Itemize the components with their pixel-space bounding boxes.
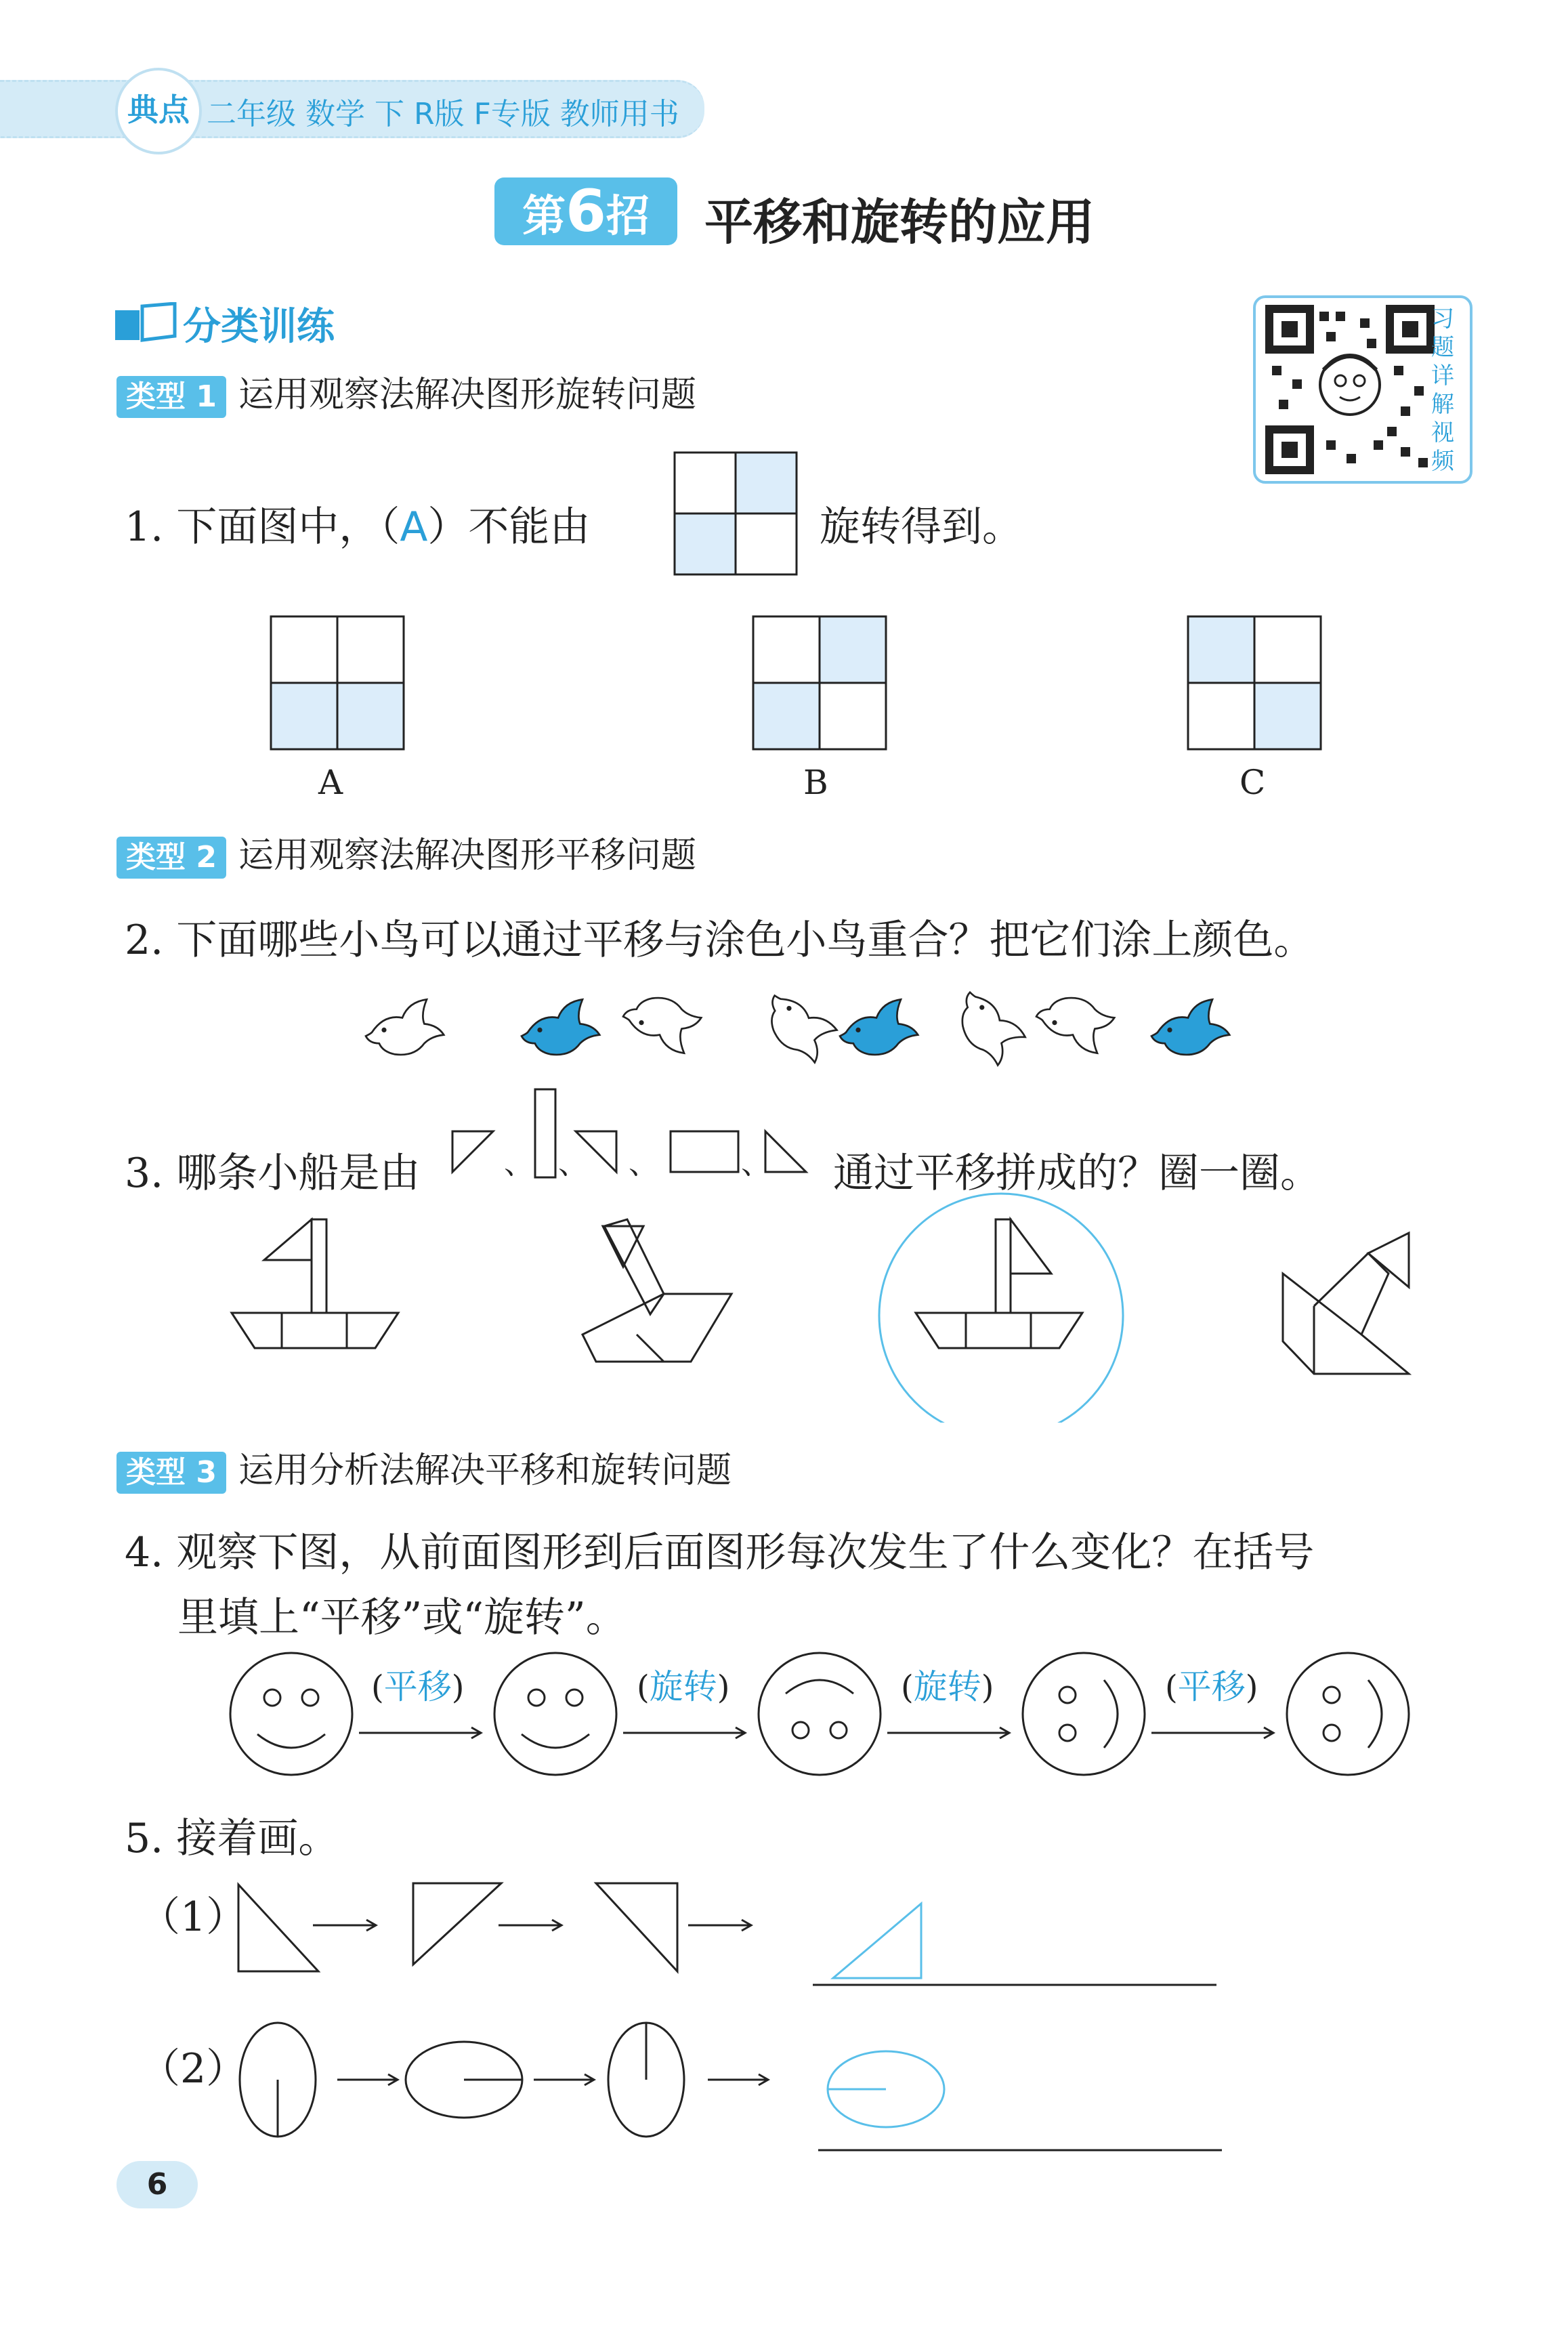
q3-suffix: 通过平移拼成的？圈一圈。 — [833, 1150, 1321, 1197]
seq1-answer-triangle — [833, 1904, 921, 1978]
type-3-label — [116, 1450, 732, 1492]
q1-option-c-grid — [1187, 615, 1322, 751]
q1-option-a-label: A — [318, 763, 343, 802]
seq1-triangle-2 — [413, 1883, 501, 1965]
face-2 — [494, 1653, 616, 1775]
bird-6 — [952, 982, 1031, 1072]
q3-shapes — [447, 1084, 826, 1199]
bird-4 — [759, 982, 845, 1072]
book-subtitle: 二年级 数学 下 R版 F专版 教师用书 — [207, 97, 679, 131]
boat-3 — [916, 1219, 1082, 1348]
badge-suffix: 招 — [606, 192, 650, 242]
q2-text: 2. 下面哪些小鸟可以通过平移与涂色小鸟重合？把它们涂上颜色。 — [125, 917, 1315, 964]
bird-3 — [623, 998, 701, 1053]
qr-caption: 习题详解视频 — [1431, 306, 1454, 475]
q4-line-1: 4. 观察下图，从前面图形到后面图形每次发生了什么变化？在括号 — [125, 1529, 1315, 1576]
book-icon — [115, 302, 179, 343]
sep-4: 、 — [741, 1146, 771, 1181]
q5-sequences — [230, 1876, 1233, 2161]
q5-text: 5. 接着画。 — [125, 1815, 339, 1862]
q1-option-a-grid — [270, 615, 405, 751]
boat-1 — [232, 1219, 398, 1348]
seq1-triangle-1 — [238, 1885, 318, 1971]
shape-triangle-3 — [765, 1131, 806, 1172]
q5-part-2-label: （2） — [140, 2045, 247, 2093]
shape-rect — [671, 1131, 738, 1172]
q4-answer-2: (旋转) — [637, 1667, 730, 1706]
q3-boats — [217, 1192, 1436, 1423]
q1-answer: A — [400, 503, 428, 551]
brand-logo: 典点 — [115, 68, 202, 154]
q5-part-1-label: （1） — [140, 1893, 247, 1941]
sep-1: 、 — [504, 1146, 534, 1181]
boat-4 — [1283, 1233, 1409, 1374]
sep-2: 、 — [558, 1146, 588, 1181]
seq1-triangle-3 — [596, 1883, 677, 1971]
q1-prefix: 1. 下面图中，（ — [125, 503, 400, 551]
q1-option-b-label: B — [803, 763, 828, 802]
sep-3: 、 — [629, 1146, 658, 1181]
bird-1 — [366, 999, 444, 1055]
badge-prefix: 第 — [522, 192, 566, 242]
section-heading: 分类训练 — [183, 305, 335, 349]
badge-number: 6 — [566, 177, 606, 245]
type-3-desc: 运用分析法解决平移和旋转问题 — [238, 1450, 732, 1491]
q2-birds-row — [352, 982, 1233, 1077]
q4-answer-1: (平移) — [371, 1667, 465, 1706]
q1-option-b-grid — [752, 615, 887, 751]
bird-2-colored — [522, 999, 599, 1055]
bird-5-colored — [840, 999, 918, 1055]
type-1-desc: 运用观察法解决图形旋转问题 — [238, 375, 696, 415]
bird-8-colored — [1151, 999, 1229, 1055]
face-5 — [1287, 1653, 1409, 1775]
q1-middle: ）不能由 — [427, 503, 591, 551]
face-3 — [759, 1653, 881, 1775]
q4-line-2: 里填上“平移”或“旋转”。 — [177, 1594, 627, 1641]
q1-suffix: 旋转得到。 — [820, 503, 1023, 551]
q4-answer-4: (平移) — [1165, 1667, 1258, 1706]
page-title: 平移和旋转的应用 — [704, 194, 1095, 251]
type-2-badge: 类型 2 — [116, 837, 226, 879]
page-number: 6 — [116, 2161, 198, 2208]
type-1-badge: 类型 1 — [116, 376, 226, 418]
q4-answer-3: (旋转) — [901, 1667, 994, 1706]
face-4 — [1023, 1653, 1145, 1775]
lesson-badge — [494, 177, 677, 245]
type-2-label — [116, 835, 696, 877]
bird-7 — [1036, 998, 1114, 1053]
type-2-desc: 运用观察法解决图形平移问题 — [238, 835, 696, 876]
q1-text — [125, 495, 590, 553]
q1-reference-grid — [673, 451, 798, 576]
type-3-badge: 类型 3 — [116, 1452, 226, 1494]
shape-triangle-1 — [452, 1131, 493, 1172]
face-1 — [230, 1653, 352, 1775]
answer-circle — [879, 1194, 1123, 1423]
q1-option-c-label: C — [1239, 763, 1266, 802]
qr-code-icon[interactable] — [1265, 305, 1435, 474]
type-1-label — [116, 374, 696, 416]
shape-tall-rect — [535, 1089, 555, 1177]
q3-prefix: 3. 哪条小船是由 — [125, 1150, 421, 1197]
boat-2 — [582, 1219, 732, 1362]
